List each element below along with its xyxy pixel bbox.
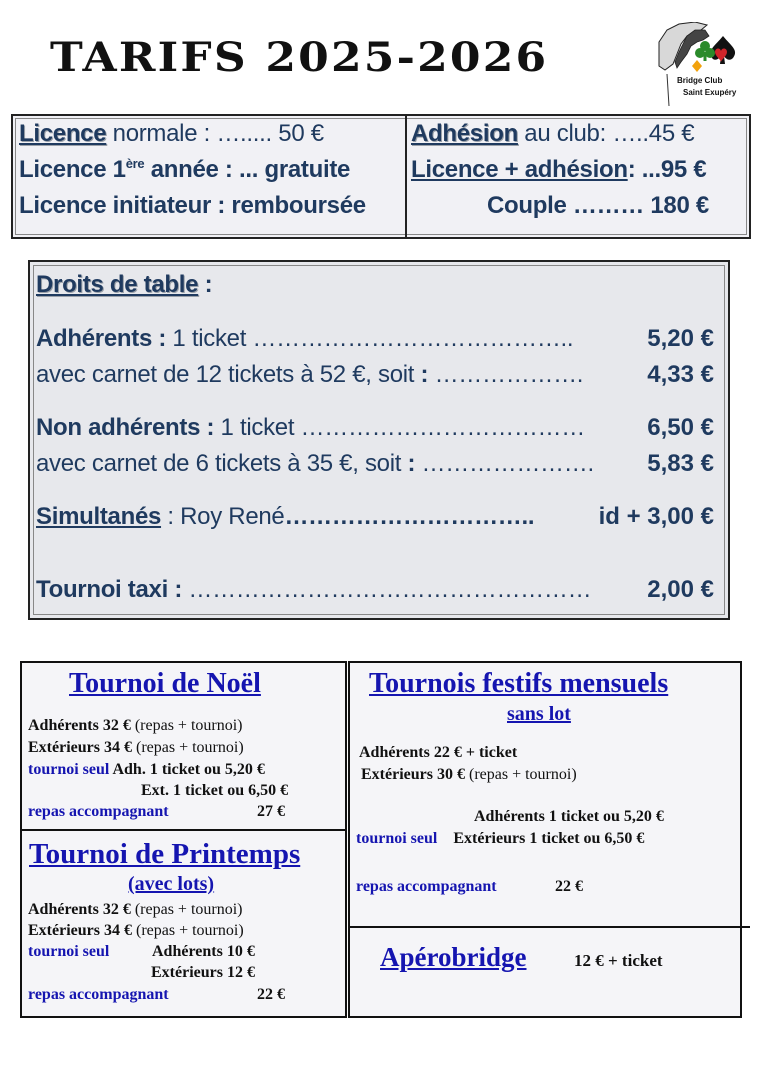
licence-1-rest: année : ... gratuite <box>144 156 351 183</box>
left-box-divider <box>20 829 347 831</box>
licence-plus-adhesion-price: : ...95 € <box>627 156 707 183</box>
printemps-exterieurs-price: Extérieurs 34 € <box>28 922 132 939</box>
printemps-adherents-note: (repas + tournoi) <box>130 901 243 918</box>
festifs-exterieurs-note: (repas + tournoi) <box>464 766 577 783</box>
diamond-icon <box>692 60 702 72</box>
festifs-exterieurs-price: Extérieurs 30 € <box>361 766 465 783</box>
licence-normale-text: normale : …..... 50 € <box>106 120 324 147</box>
adherents-carnet-colon: : <box>420 361 429 388</box>
printemps-tournoi-seul-adh: Adhérents 10 € <box>152 943 255 960</box>
non-adherents-carnet-colon: : <box>407 450 416 477</box>
printemps-adherents-price: Adhérents 32 € <box>28 901 131 918</box>
tournoi-taxi-dots: …………………………………………… <box>182 576 592 603</box>
noel-tournoi-seul-label: tournoi seul <box>28 761 110 778</box>
non-adherents-ticket-text: 1 ticket ……………………………… <box>214 414 585 441</box>
simultanes-text: : Roy René <box>161 503 285 530</box>
noel-tournoi-seul-adh: Adh. 1 ticket ou 5,20 € <box>109 761 265 778</box>
non-adherents-ticket <box>36 414 585 442</box>
noel-adherents-note: (repas + tournoi) <box>130 717 243 734</box>
printemps-exterieurs-note: (repas + tournoi) <box>131 922 244 939</box>
printemps-tournoi-seul-label: tournoi seul <box>28 943 110 960</box>
non-adherents-ticket-price: 6,50 € <box>647 414 714 441</box>
aperobridge-price: 12 € + ticket <box>574 951 663 970</box>
tournoi-taxi-price: 2,00 € <box>647 576 714 603</box>
noel-repas-label: repas accompagnant <box>28 803 169 820</box>
tournoi-taxi <box>36 576 591 604</box>
couple-price: Couple ……… 180 € <box>487 192 709 219</box>
page-title: TARIFS 2025-2026 <box>50 34 549 81</box>
droits-heading-label: Droits de table <box>36 271 199 298</box>
licence-normale <box>19 120 324 148</box>
non-adherents-label: Non adhérents : <box>36 414 215 441</box>
festifs-title: Tournois festifs mensuels <box>369 668 669 699</box>
licence-initiateur: Licence initiateur : remboursée <box>19 192 366 219</box>
adherents-carnet <box>36 361 583 389</box>
adherents-carnet-price: 4,33 € <box>647 361 714 388</box>
adhesion-club-text: au club: …..45 € <box>517 120 695 147</box>
adhesion-label: Adhésion <box>411 120 518 147</box>
noel-title: Tournoi de Noël <box>69 668 261 699</box>
aperobridge-title: Apérobridge <box>380 942 527 972</box>
non-adherents-carnet-dots: …………………. <box>415 450 594 477</box>
noel-exterieurs <box>28 739 244 757</box>
logo-text-line1: Bridge Club <box>677 76 723 85</box>
adherents-label: Adhérents : <box>36 325 167 352</box>
simultanes <box>36 503 534 531</box>
noel-tournoi-seul <box>28 761 265 779</box>
printemps-adherents <box>28 901 242 919</box>
adherents-carnet-dots: ………………. <box>428 361 584 388</box>
tournoi-taxi-label: Tournoi taxi : <box>36 576 183 603</box>
printemps-tournoi-seul-ext: Extérieurs 12 € <box>151 964 255 981</box>
non-adherents-carnet <box>36 450 594 478</box>
festifs-exterieurs <box>361 766 577 784</box>
printemps-title: Tournoi de Printemps <box>29 838 301 870</box>
printemps-subtitle: (avec lots) <box>128 873 215 895</box>
simultanes-dots: ………………………….. <box>284 503 535 530</box>
adherents-carnet-text: avec carnet de 12 tickets à 52 €, soit <box>36 361 421 388</box>
simultanes-label: Simultanés <box>36 503 162 530</box>
adherents-ticket <box>36 325 573 353</box>
adherents-ticket-price: 5,20 € <box>647 325 714 352</box>
festifs-tournoi-seul <box>356 830 644 848</box>
adhesion-club <box>411 120 694 148</box>
licence-1-sup: ère <box>125 156 145 171</box>
box-divider <box>405 116 407 237</box>
festifs-adherents: Adhérents 22 € + ticket <box>359 744 518 761</box>
printemps-repas-label: repas accompagnant <box>28 986 169 1003</box>
non-adherents-carnet-text: avec carnet de 6 tickets à 35 €, soit <box>36 450 408 477</box>
droits-heading <box>36 271 212 299</box>
licence-premiere-annee <box>19 156 350 184</box>
noel-exterieurs-note: (repas + tournoi) <box>131 739 244 756</box>
printemps-repas-price: 22 € <box>257 986 285 1003</box>
simultanes-price: id + 3,00 € <box>598 503 714 530</box>
festifs-repas-price: 22 € <box>555 878 583 895</box>
droits-heading-colon: : <box>198 271 213 298</box>
licence-1-text: Licence 1 <box>19 156 126 183</box>
festifs-repas-label: repas accompagnant <box>356 878 497 895</box>
printemps-exterieurs <box>28 922 244 940</box>
noel-adherents-price: Adhérents 32 € <box>28 717 131 734</box>
noel-repas-price: 27 € <box>257 803 285 820</box>
noel-adherents <box>28 717 242 735</box>
licence-label: Licence <box>19 120 107 147</box>
club-logo-icon <box>657 22 741 108</box>
festifs-tournoi-seul-ext: Extérieurs 1 ticket ou 6,50 € <box>453 830 645 847</box>
licence-plus-adhesion <box>411 156 706 184</box>
right-box-divider <box>348 926 750 928</box>
non-adherents-carnet-price: 5,83 € <box>647 450 714 477</box>
noel-tournoi-seul-ext: Ext. 1 ticket ou 6,50 € <box>141 782 289 799</box>
licence-plus-adhesion-label: Licence + adhésion <box>411 156 628 183</box>
festifs-subtitle: sans lot <box>507 703 571 725</box>
adherents-ticket-text: 1 ticket ………………………………….. <box>166 325 574 352</box>
noel-exterieurs-price: Extérieurs 34 € <box>28 739 132 756</box>
festifs-tournoi-seul-label: tournoi seul <box>356 830 438 847</box>
logo-text-line2: Saint Exupéry <box>683 88 737 97</box>
festifs-tournoi-seul-adh: Adhérents 1 ticket ou 5,20 € <box>474 808 664 825</box>
